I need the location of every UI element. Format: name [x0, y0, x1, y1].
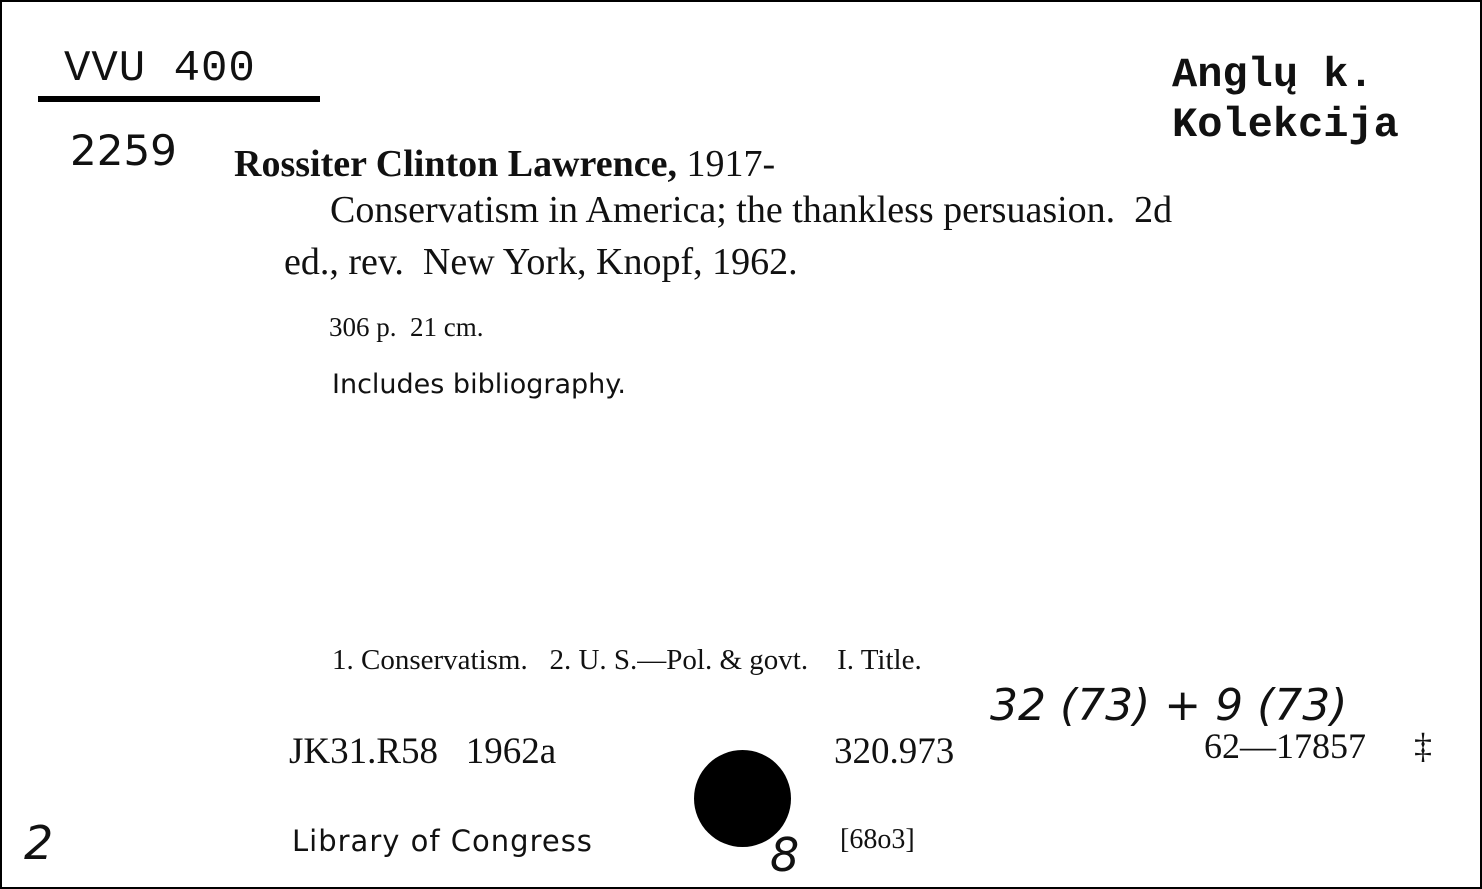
subject-tracings: 1. Conservatism. 2. U. S.—Pol. & govt. I. Title.	[332, 644, 922, 676]
handwritten-copies: 2	[24, 816, 54, 870]
handwritten-count: 32 (73) + 9 (73)	[990, 680, 1348, 731]
lccn: 62—17857	[1204, 726, 1366, 766]
notes: Includes bibliography.	[332, 369, 626, 400]
handwritten-eight: 8	[770, 828, 800, 882]
printer-line: Library of Congress	[292, 824, 593, 858]
accession-number: 2259	[70, 126, 177, 175]
collection-line-2: Kolekcija	[1172, 101, 1399, 149]
title-statement-line-1: Conservatism in America; the thankless persuasion. 2d	[330, 189, 1173, 231]
call-number-prefix: VVU 400	[64, 44, 256, 94]
author-heading	[234, 142, 775, 186]
lccn-mark: ‡	[1414, 726, 1432, 766]
author-dates: 1917-	[686, 143, 776, 185]
lc-call-number: JK31.R58 1962a	[289, 731, 557, 772]
collection-label	[1172, 50, 1399, 150]
print-key: [68o3]	[840, 824, 915, 855]
collection-line-1: Anglų k.	[1172, 51, 1374, 99]
dewey-number: 320.973	[834, 731, 955, 772]
physical-description: 306 p. 21 cm.	[329, 312, 484, 342]
title-statement-line-2: ed., rev. New York, Knopf, 1962.	[284, 241, 798, 283]
author-name: Rossiter Clinton Lawrence,	[234, 143, 677, 185]
call-number-underline	[38, 96, 320, 102]
